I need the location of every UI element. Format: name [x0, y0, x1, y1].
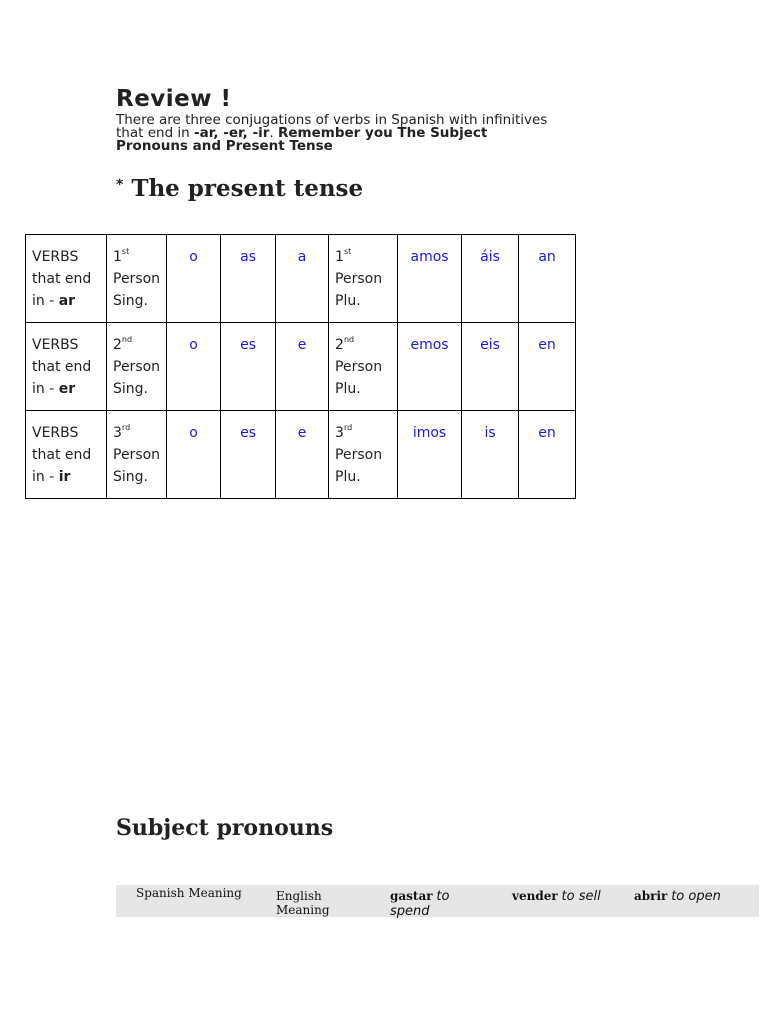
- person-label: Person Plu.: [335, 447, 383, 485]
- verb-group-text: VERBS that end in -: [32, 249, 92, 309]
- person-label: Person Sing.: [113, 447, 161, 485]
- spanish-meaning-header: Spanish Meaning: [136, 886, 242, 900]
- verb-group-cell: [26, 235, 107, 323]
- vender-verb: vender: [512, 889, 558, 903]
- person-number: 1: [113, 249, 122, 265]
- person-label: Person Sing.: [113, 271, 161, 309]
- person-number: 3: [113, 425, 122, 441]
- ending-cell: a: [276, 235, 329, 323]
- ending-cell: e: [276, 411, 329, 499]
- pronouns-heading: Subject pronouns: [116, 815, 334, 841]
- table-row: [26, 323, 576, 411]
- table-row: [26, 411, 576, 499]
- ending-cell: amos: [398, 235, 462, 323]
- verb-ending: ir: [58, 469, 71, 485]
- abrir-meaning: to open: [671, 889, 721, 904]
- verb-group-cell: [26, 323, 107, 411]
- person-number: 1: [335, 249, 344, 265]
- person-ordinal: st: [121, 247, 130, 256]
- person-ordinal: st: [343, 247, 352, 256]
- plural-person-cell: [329, 411, 398, 499]
- ending-cell: o: [167, 235, 221, 323]
- abrir-verb: abrir: [634, 889, 668, 903]
- ending-cell: e: [276, 323, 329, 411]
- verb-group-cell: [26, 411, 107, 499]
- singular-person-cell: [107, 411, 167, 499]
- verb-group-text: VERBS that end in -: [32, 337, 92, 397]
- section-heading: [116, 175, 363, 202]
- ending-cell: as: [221, 235, 276, 323]
- verb-ending: er: [58, 381, 76, 397]
- ending-cell: en: [519, 323, 576, 411]
- singular-person-cell: [107, 235, 167, 323]
- person-label: Person Plu.: [335, 359, 383, 397]
- person-number: 2: [113, 337, 122, 353]
- section-heading-text: The present tense: [131, 175, 364, 202]
- person-ordinal: rd: [121, 423, 131, 432]
- ending-cell: en: [519, 411, 576, 499]
- gastar-verb: gastar: [390, 889, 433, 903]
- gastar-meaning: to spend: [390, 889, 450, 919]
- vender-meaning: to sell: [561, 889, 601, 904]
- ending-cell: is: [462, 411, 519, 499]
- ending-cell: o: [167, 411, 221, 499]
- ending-cell: emos: [398, 323, 462, 411]
- person-label: Person Sing.: [113, 359, 161, 397]
- ending-cell: eis: [462, 323, 519, 411]
- vender-header: [512, 889, 627, 904]
- intro-reminder: Remember you The Subject Pronouns and Present Tense: [116, 125, 488, 154]
- person-number: 3: [335, 425, 344, 441]
- intro-endings: -ar, -er, -ir: [194, 125, 270, 141]
- bullet-star: *: [116, 177, 124, 193]
- gastar-header: [390, 889, 490, 919]
- ending-cell: es: [221, 411, 276, 499]
- ending-cell: es: [221, 323, 276, 411]
- ending-cell: áis: [462, 235, 519, 323]
- page-title: Review !: [116, 86, 232, 112]
- verb-group-text: VERBS that end in -: [32, 425, 92, 485]
- english-meaning-header: English Meaning: [276, 889, 330, 917]
- verb-ending: ar: [58, 293, 76, 309]
- pronouns-header-band: [116, 885, 759, 917]
- intro-paragraph: [116, 114, 556, 153]
- person-ordinal: rd: [343, 423, 353, 432]
- intro-separator: .: [269, 125, 278, 141]
- intro-text: There are three conjugations of verbs in Spanish with infinitives that end in: [116, 112, 548, 141]
- person-number: 2: [335, 337, 344, 353]
- person-ordinal: nd: [343, 335, 355, 344]
- singular-person-cell: [107, 323, 167, 411]
- table-row: [26, 235, 576, 323]
- person-ordinal: nd: [121, 335, 133, 344]
- person-label: Person Plu.: [335, 271, 383, 309]
- abrir-header: [634, 889, 756, 904]
- ending-cell: an: [519, 235, 576, 323]
- plural-person-cell: [329, 323, 398, 411]
- ending-cell: imos: [398, 411, 462, 499]
- plural-person-cell: [329, 235, 398, 323]
- conjugation-table: [25, 234, 576, 499]
- ending-cell: o: [167, 323, 221, 411]
